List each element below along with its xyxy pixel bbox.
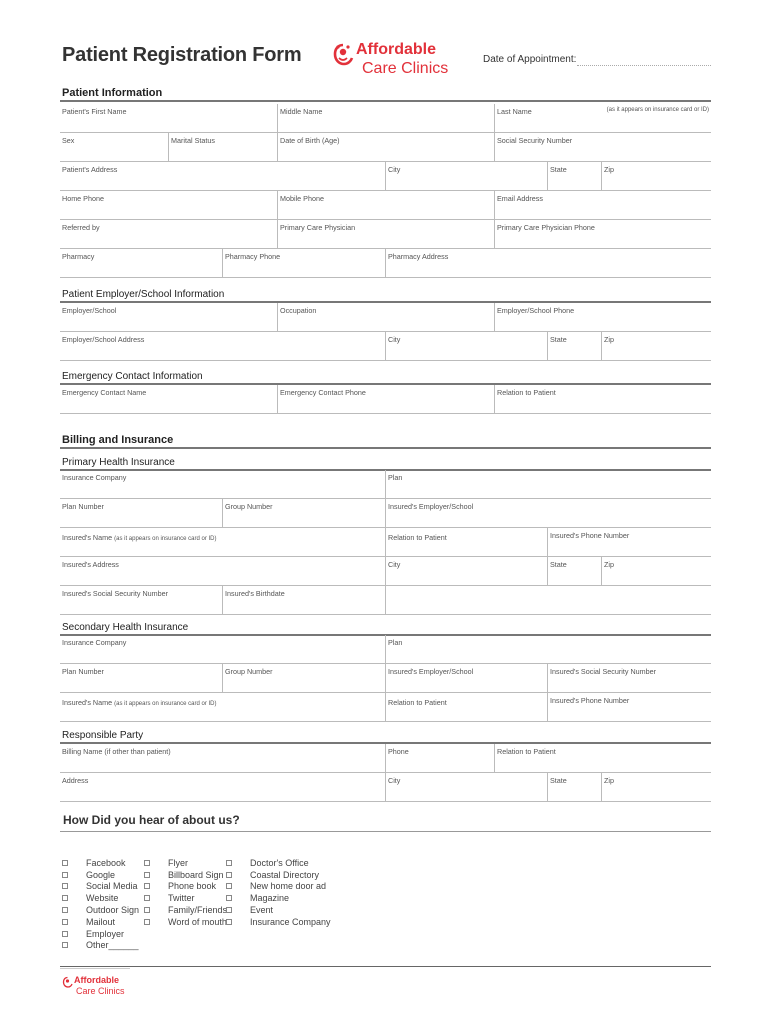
option-label: Doctor's Office	[250, 857, 309, 868]
form-row	[60, 220, 711, 249]
hear-options-col3	[226, 857, 331, 928]
last-name-field[interactable]	[494, 104, 711, 133]
field-label: City	[388, 776, 401, 785]
checkbox-icon[interactable]	[144, 872, 150, 878]
checkbox-icon[interactable]	[62, 942, 68, 948]
footer-divider-short	[60, 968, 130, 969]
form-row	[60, 162, 711, 191]
option-label: Employer	[86, 928, 125, 939]
secondary-plan-field[interactable]	[385, 635, 711, 664]
appointment-date-label: Date of Appointment:	[483, 54, 577, 65]
hear-option[interactable]	[144, 881, 227, 893]
field-label: Group Number	[225, 502, 273, 511]
hear-option[interactable]	[144, 857, 227, 869]
address-field[interactable]	[60, 162, 385, 191]
form-row	[60, 773, 711, 802]
primary-insured-address-field[interactable]	[60, 557, 385, 586]
checkbox-icon[interactable]	[62, 931, 68, 937]
form-row	[60, 635, 711, 664]
field-label: Insured's Name	[62, 698, 113, 707]
field-label: Zip	[604, 335, 614, 344]
field-label: Email Address	[497, 194, 543, 203]
option-label: Mailout	[86, 916, 116, 927]
responsible-zip-field[interactable]	[601, 773, 711, 802]
field-label: Employer/School	[62, 306, 117, 315]
primary-insured-phone-field[interactable]	[547, 528, 711, 557]
hear-option[interactable]	[62, 940, 139, 952]
hear-option[interactable]	[62, 892, 139, 904]
checkbox-icon[interactable]	[226, 919, 232, 925]
billing-name-field[interactable]	[60, 744, 385, 773]
hear-options-col2	[144, 857, 227, 928]
checkbox-icon[interactable]	[144, 919, 150, 925]
option-label: Phone book	[168, 881, 217, 892]
primary-city-field[interactable]	[385, 557, 547, 586]
field-label: Relation to Patient	[497, 388, 556, 397]
form-row	[60, 664, 711, 693]
checkbox-icon[interactable]	[226, 872, 232, 878]
field-label: Insured's Employer/School	[388, 667, 474, 676]
field-label: Group Number	[225, 667, 273, 676]
secondary-insured-phone-field[interactable]	[547, 693, 711, 722]
option-label: Outdoor Sign	[86, 905, 140, 916]
footer-logo	[62, 975, 142, 999]
employer-school-field[interactable]	[60, 303, 277, 332]
primary-group-number-field[interactable]	[222, 499, 385, 528]
employer-city-field[interactable]	[385, 332, 547, 361]
field-label: Insured's Phone Number	[550, 531, 630, 540]
field-label: Sex	[62, 136, 75, 145]
hear-option[interactable]	[226, 904, 331, 916]
field-label: Home Phone	[62, 194, 104, 203]
option-label: Family/Friends	[168, 905, 228, 916]
footer-logo-line2: Care Clinics	[76, 986, 125, 996]
hear-option[interactable]	[226, 881, 331, 893]
checkbox-icon[interactable]	[144, 895, 150, 901]
checkbox-icon[interactable]	[226, 883, 232, 889]
primary-relation-field[interactable]	[385, 528, 547, 557]
field-label: City	[388, 165, 401, 174]
emergency-phone-field[interactable]	[277, 385, 494, 414]
field-label: Insured's Social Security Number	[550, 667, 657, 676]
hear-option[interactable]	[62, 881, 139, 893]
field-label: State	[550, 560, 567, 569]
section-billing-insurance: Billing and Insurance	[60, 434, 711, 446]
footer-divider	[60, 966, 711, 967]
field-label: State	[550, 165, 567, 174]
field-label: Relation to Patient	[497, 747, 556, 756]
field-label: Date of Birth (Age)	[280, 136, 340, 145]
field-label: Phone	[388, 747, 409, 756]
field-label: Zip	[604, 776, 614, 785]
secondary-relation-field[interactable]	[385, 693, 547, 722]
page-title: Patient Registration Form	[62, 44, 302, 66]
field-label: Social Security Number	[497, 136, 573, 145]
hear-option[interactable]	[226, 916, 331, 928]
marital-status-field[interactable]	[168, 133, 277, 162]
field-label: Emergency Contact Name	[62, 388, 147, 397]
primary-state-field[interactable]	[547, 557, 601, 586]
form-row	[60, 332, 711, 361]
hear-option[interactable]	[62, 928, 139, 940]
checkbox-icon[interactable]	[62, 872, 68, 878]
field-note: (as it appears on insurance card or ID)	[606, 107, 709, 113]
footer-logo-line1: Affordable	[74, 975, 119, 985]
form-row	[60, 557, 711, 586]
field-label: Mobile Phone	[280, 194, 324, 203]
referred-by-field[interactable]	[60, 220, 277, 249]
field-label: Plan Number	[62, 502, 104, 511]
primary-insured-birthdate-field[interactable]	[222, 586, 385, 615]
field-label: Employer/School Address	[62, 335, 145, 344]
state-field[interactable]	[547, 162, 601, 191]
field-label: Zip	[604, 165, 614, 174]
email-field[interactable]	[494, 191, 711, 220]
employer-phone-field[interactable]	[494, 303, 711, 332]
field-label: Primary Care Physician	[280, 223, 356, 232]
hear-option[interactable]	[226, 869, 331, 881]
primary-plan-field[interactable]	[385, 470, 711, 499]
checkbox-icon[interactable]	[62, 860, 68, 866]
city-field[interactable]	[385, 162, 547, 191]
checkbox-icon[interactable]	[144, 860, 150, 866]
form-row	[60, 528, 711, 557]
option-label: Google	[86, 869, 116, 880]
clinic-logo	[332, 40, 472, 80]
option-label: Other______	[86, 940, 139, 951]
employer-state-field[interactable]	[547, 332, 601, 361]
responsible-relation-field[interactable]	[494, 744, 711, 773]
option-label: Flyer	[168, 857, 188, 868]
field-label: Insured's Address	[62, 560, 119, 569]
secondary-insurance-company-field[interactable]	[60, 635, 385, 664]
responsible-address-field[interactable]	[60, 773, 385, 802]
primary-blank-field[interactable]	[385, 586, 711, 615]
hear-option[interactable]	[144, 892, 227, 904]
zip-field[interactable]	[601, 162, 711, 191]
emergency-relation-field[interactable]	[494, 385, 711, 414]
secondary-plan-number-field[interactable]	[60, 664, 222, 693]
hear-option[interactable]	[62, 857, 139, 869]
option-label: Insurance Company	[250, 916, 331, 927]
option-label: Social Media	[86, 881, 138, 892]
field-note: (as it appears on insurance card or ID)	[114, 536, 217, 542]
section-secondary-insurance: Secondary Health Insurance	[60, 622, 711, 633]
employer-address-field[interactable]	[60, 332, 385, 361]
field-label: Pharmacy Phone	[225, 252, 281, 261]
field-label: Plan	[388, 638, 403, 647]
checkbox-icon[interactable]	[144, 907, 150, 913]
field-note: (as it appears on insurance card or ID)	[114, 701, 217, 707]
hear-option[interactable]	[226, 857, 331, 869]
sex-field[interactable]	[60, 133, 168, 162]
form-row	[60, 586, 711, 615]
primary-insurance-company-field[interactable]	[60, 470, 385, 499]
responsible-phone-field[interactable]	[385, 744, 494, 773]
date-of-birth-field[interactable]	[277, 133, 494, 162]
responsible-state-field[interactable]	[547, 773, 601, 802]
hear-option[interactable]	[144, 916, 227, 928]
form-row	[60, 693, 711, 722]
primary-insured-name-field[interactable]	[60, 528, 385, 557]
section-patient-information: Patient Information	[60, 87, 711, 99]
form-row	[60, 470, 711, 499]
option-label: Billboard Sign	[168, 869, 224, 880]
field-label: Referred by	[62, 223, 100, 232]
field-label: Address	[62, 776, 89, 785]
checkbox-icon[interactable]	[226, 860, 232, 866]
field-label: City	[388, 335, 401, 344]
section-employer-information: Patient Employer/School Information	[60, 289, 711, 300]
option-label: New home door ad	[250, 881, 327, 892]
form-row	[60, 191, 711, 220]
how-did-you-hear-title: How Did you hear of about us?	[63, 813, 240, 827]
field-label: Patient's First Name	[62, 107, 127, 116]
field-label: Patient's Address	[62, 165, 118, 174]
field-label: Insurance Company	[62, 473, 127, 482]
field-label: Insured's Birthdate	[225, 589, 285, 598]
field-label: State	[550, 335, 567, 344]
hear-option[interactable]	[62, 916, 139, 928]
option-label: Facebook	[86, 857, 126, 868]
option-label: Twitter	[168, 893, 195, 904]
checkbox-icon[interactable]	[144, 883, 150, 889]
field-label: City	[388, 560, 401, 569]
form-row	[60, 303, 711, 332]
home-phone-field[interactable]	[60, 191, 277, 220]
responsible-city-field[interactable]	[385, 773, 547, 802]
hear-option[interactable]	[62, 904, 139, 916]
occupation-field[interactable]	[277, 303, 494, 332]
field-label: Marital Status	[171, 136, 215, 145]
pharmacy-field[interactable]	[60, 249, 222, 278]
logo-text-line1: Affordable	[356, 41, 436, 58]
pharmacy-address-field[interactable]	[385, 249, 711, 278]
clinic-logo-icon	[332, 42, 354, 68]
primary-insured-employer-field[interactable]	[385, 499, 711, 528]
field-label: Insured's Social Security Number	[62, 589, 169, 598]
option-label: Coastal Directory	[250, 869, 320, 880]
option-label: Word of mouth	[168, 916, 227, 927]
field-label: Pharmacy	[62, 252, 95, 261]
field-label: Billing Name (if other than patient)	[62, 747, 171, 756]
field-label: Insured's Employer/School	[388, 502, 474, 511]
secondary-insured-employer-field[interactable]	[385, 664, 547, 693]
middle-name-field[interactable]	[277, 104, 494, 133]
field-label: Employer/School Phone	[497, 306, 575, 315]
checkbox-icon[interactable]	[62, 907, 68, 913]
secondary-insured-ssn-field[interactable]	[547, 664, 711, 693]
field-label: Insured's Phone Number	[550, 696, 630, 705]
checkbox-icon[interactable]	[62, 895, 68, 901]
section-responsible-party: Responsible Party	[60, 730, 711, 741]
section-primary-insurance: Primary Health Insurance	[60, 457, 711, 468]
hear-option[interactable]	[144, 869, 227, 881]
form-row	[60, 249, 711, 278]
checkbox-icon[interactable]	[226, 895, 232, 901]
field-label: Middle Name	[280, 107, 323, 116]
pcp-phone-field[interactable]	[494, 220, 711, 249]
option-label: Website	[86, 893, 119, 904]
checkbox-icon[interactable]	[62, 919, 68, 925]
hear-option[interactable]	[226, 892, 331, 904]
form-row	[60, 744, 711, 773]
field-label: Relation to Patient	[388, 533, 447, 542]
mobile-phone-field[interactable]	[277, 191, 494, 220]
field-label: Emergency Contact Phone	[280, 388, 366, 397]
form-row	[60, 499, 711, 528]
hear-option[interactable]	[62, 869, 139, 881]
secondary-group-number-field[interactable]	[222, 664, 385, 693]
section-emergency-contact: Emergency Contact Information	[60, 371, 711, 382]
form-row	[60, 385, 711, 414]
hear-options-col1	[62, 857, 139, 951]
field-label: Insured's Name	[62, 533, 113, 542]
field-label: Primary Care Physician Phone	[497, 223, 595, 232]
logo-text-line2: Care Clinics	[362, 60, 449, 77]
first-name-field[interactable]	[60, 104, 277, 133]
primary-insured-ssn-field[interactable]	[60, 586, 222, 615]
hear-option[interactable]	[144, 904, 227, 916]
checkbox-icon[interactable]	[226, 907, 232, 913]
appointment-date-field[interactable]	[577, 65, 711, 66]
field-label: Last Name	[497, 107, 532, 116]
option-label: Event	[250, 905, 274, 916]
ssn-field[interactable]	[494, 133, 711, 162]
field-label: Relation to Patient	[388, 698, 447, 707]
primary-zip-field[interactable]	[601, 557, 711, 586]
field-label: Occupation	[280, 306, 317, 315]
field-label: State	[550, 776, 567, 785]
form-row	[60, 104, 711, 133]
field-label: Plan	[388, 473, 403, 482]
field-label: Insurance Company	[62, 638, 127, 647]
checkbox-icon[interactable]	[62, 883, 68, 889]
divider	[60, 831, 711, 832]
emergency-name-field[interactable]	[60, 385, 277, 414]
field-label: Plan Number	[62, 667, 104, 676]
secondary-insured-name-field[interactable]	[60, 693, 385, 722]
field-label: Zip	[604, 560, 614, 569]
primary-plan-number-field[interactable]	[60, 499, 222, 528]
footer-logo-icon	[62, 976, 73, 989]
employer-zip-field[interactable]	[601, 332, 711, 361]
field-label: Pharmacy Address	[388, 252, 449, 261]
option-label: Magazine	[250, 893, 290, 904]
form-row	[60, 133, 711, 162]
pcp-field[interactable]	[277, 220, 494, 249]
pharmacy-phone-field[interactable]	[222, 249, 385, 278]
